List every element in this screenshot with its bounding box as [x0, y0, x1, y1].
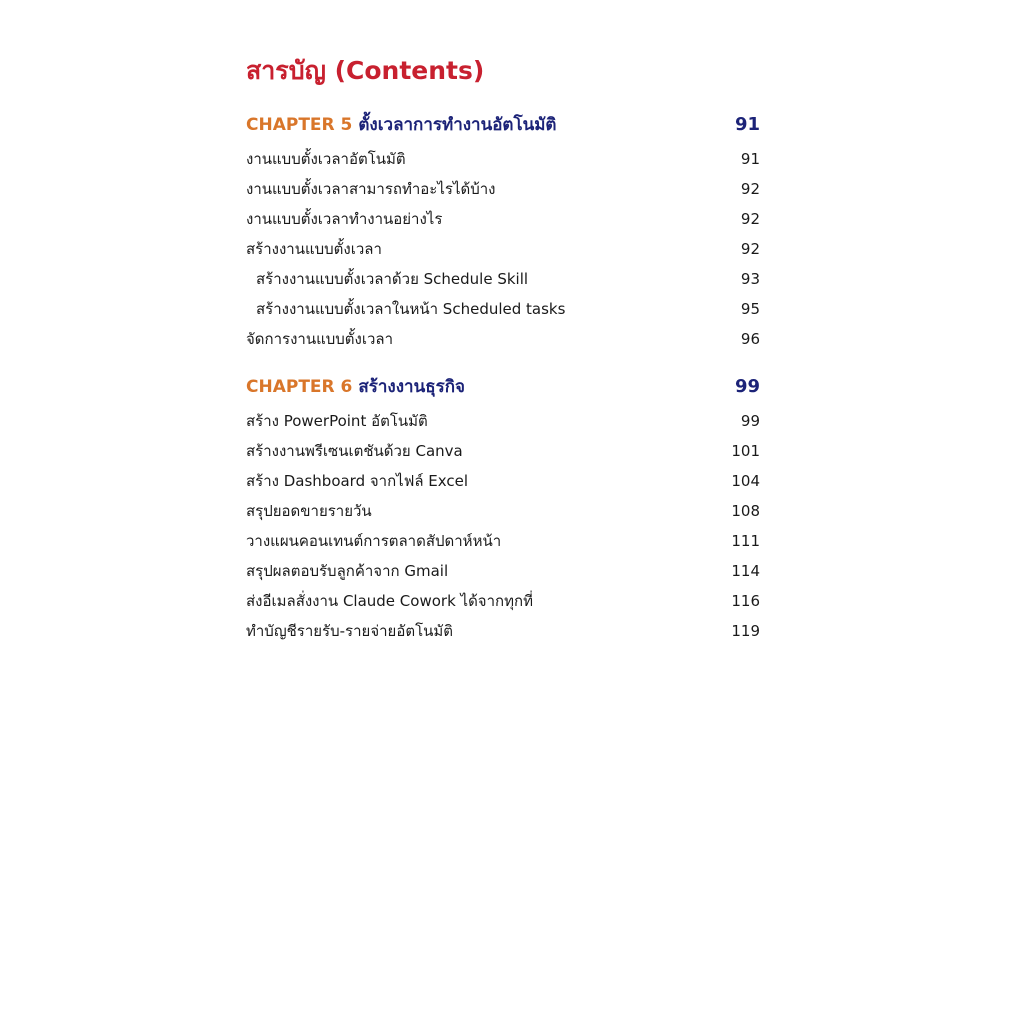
entry-page-number: 114 [731, 562, 760, 580]
entry-title: สร้างงานแบบตั้งเวลาด้วย Schedule Skill [256, 270, 529, 288]
toc-entry[interactable] [246, 616, 760, 646]
entry-page-number: 99 [740, 412, 760, 430]
entry-title: สร้างงานแบบตั้งเวลา [246, 240, 382, 258]
entry-list [246, 144, 760, 354]
toc-entry[interactable] [246, 144, 760, 174]
entry-title: สร้างงานแบบตั้งเวลาในหน้า Scheduled tasks [256, 300, 566, 318]
table-of-contents [246, 50, 760, 646]
toc-entry[interactable] [246, 406, 760, 436]
chapter-heading-text [246, 111, 556, 138]
entry-page-number: 101 [731, 442, 760, 460]
chapter-page-number: 99 [734, 375, 760, 397]
entry-page-number: 91 [740, 150, 760, 168]
entry-page-number: 92 [740, 180, 760, 198]
toc-entry[interactable] [246, 324, 760, 354]
page-title: สารบัญ (Contents) [246, 56, 485, 85]
chapter-label: CHAPTER 5 [246, 114, 353, 135]
toc-entry[interactable] [246, 234, 760, 264]
toc-subentry[interactable] [246, 264, 760, 294]
entry-title: สร้างงานพรีเซนเตชันด้วย Canva [246, 442, 463, 460]
chapter-heading-text [246, 373, 465, 400]
chapter-heading[interactable] [246, 368, 760, 404]
entry-title: สรุปผลตอบรับลูกค้าจาก Gmail [246, 562, 449, 580]
chapter-name: ตั้งเวลาการทำงานอัตโนมัติ [358, 114, 557, 135]
chapter-label: CHAPTER 6 [246, 376, 353, 397]
entry-title: สรุปยอดขายรายวัน [246, 502, 372, 520]
toc-entry[interactable] [246, 174, 760, 204]
entry-title: สร้าง PowerPoint อัตโนมัติ [246, 412, 428, 430]
entry-page-number: 104 [731, 472, 760, 490]
entry-title: งานแบบตั้งเวลาทำงานอย่างไร [246, 210, 443, 228]
chapter-name: สร้างงานธุรกิจ [358, 376, 465, 397]
toc-entry[interactable] [246, 556, 760, 586]
entry-list [246, 406, 760, 646]
entry-page-number: 93 [740, 270, 760, 288]
entry-title: จัดการงานแบบตั้งเวลา [246, 330, 394, 348]
chapter-list [246, 106, 760, 646]
toc-subentry[interactable] [246, 294, 760, 324]
entry-title: งานแบบตั้งเวลาสามารถทำอะไรได้บ้าง [246, 180, 496, 198]
toc-entry[interactable] [246, 496, 760, 526]
entry-page-number: 111 [731, 532, 760, 550]
entry-title: สร้าง Dashboard จากไฟล์ Excel [246, 472, 469, 490]
chapter-page-number: 91 [734, 113, 760, 135]
entry-title: งานแบบตั้งเวลาอัตโนมัติ [246, 150, 406, 168]
entry-page-number: 92 [740, 210, 760, 228]
chapter-section [246, 106, 760, 354]
toc-entry[interactable] [246, 586, 760, 616]
entry-page-number: 96 [740, 330, 760, 348]
chapter-heading[interactable] [246, 106, 760, 142]
toc-entry[interactable] [246, 466, 760, 496]
toc-entry[interactable] [246, 204, 760, 234]
entry-title: ทำบัญชีรายรับ-รายจ่ายอัตโนมัติ [246, 622, 454, 640]
entry-title: วางแผนคอนเทนต์การตลาดสัปดาห์หน้า [246, 532, 502, 550]
chapter-section [246, 368, 760, 646]
entry-page-number: 108 [731, 502, 760, 520]
entry-page-number: 119 [731, 622, 760, 640]
entry-page-number: 92 [740, 240, 760, 258]
toc-entry[interactable] [246, 526, 760, 556]
toc-entry[interactable] [246, 436, 760, 466]
entry-page-number: 116 [731, 592, 760, 610]
entry-page-number: 95 [740, 300, 760, 318]
entry-title: ส่งอีเมลสั่งงาน Claude Cowork ได้จากทุกที่ [246, 592, 533, 610]
